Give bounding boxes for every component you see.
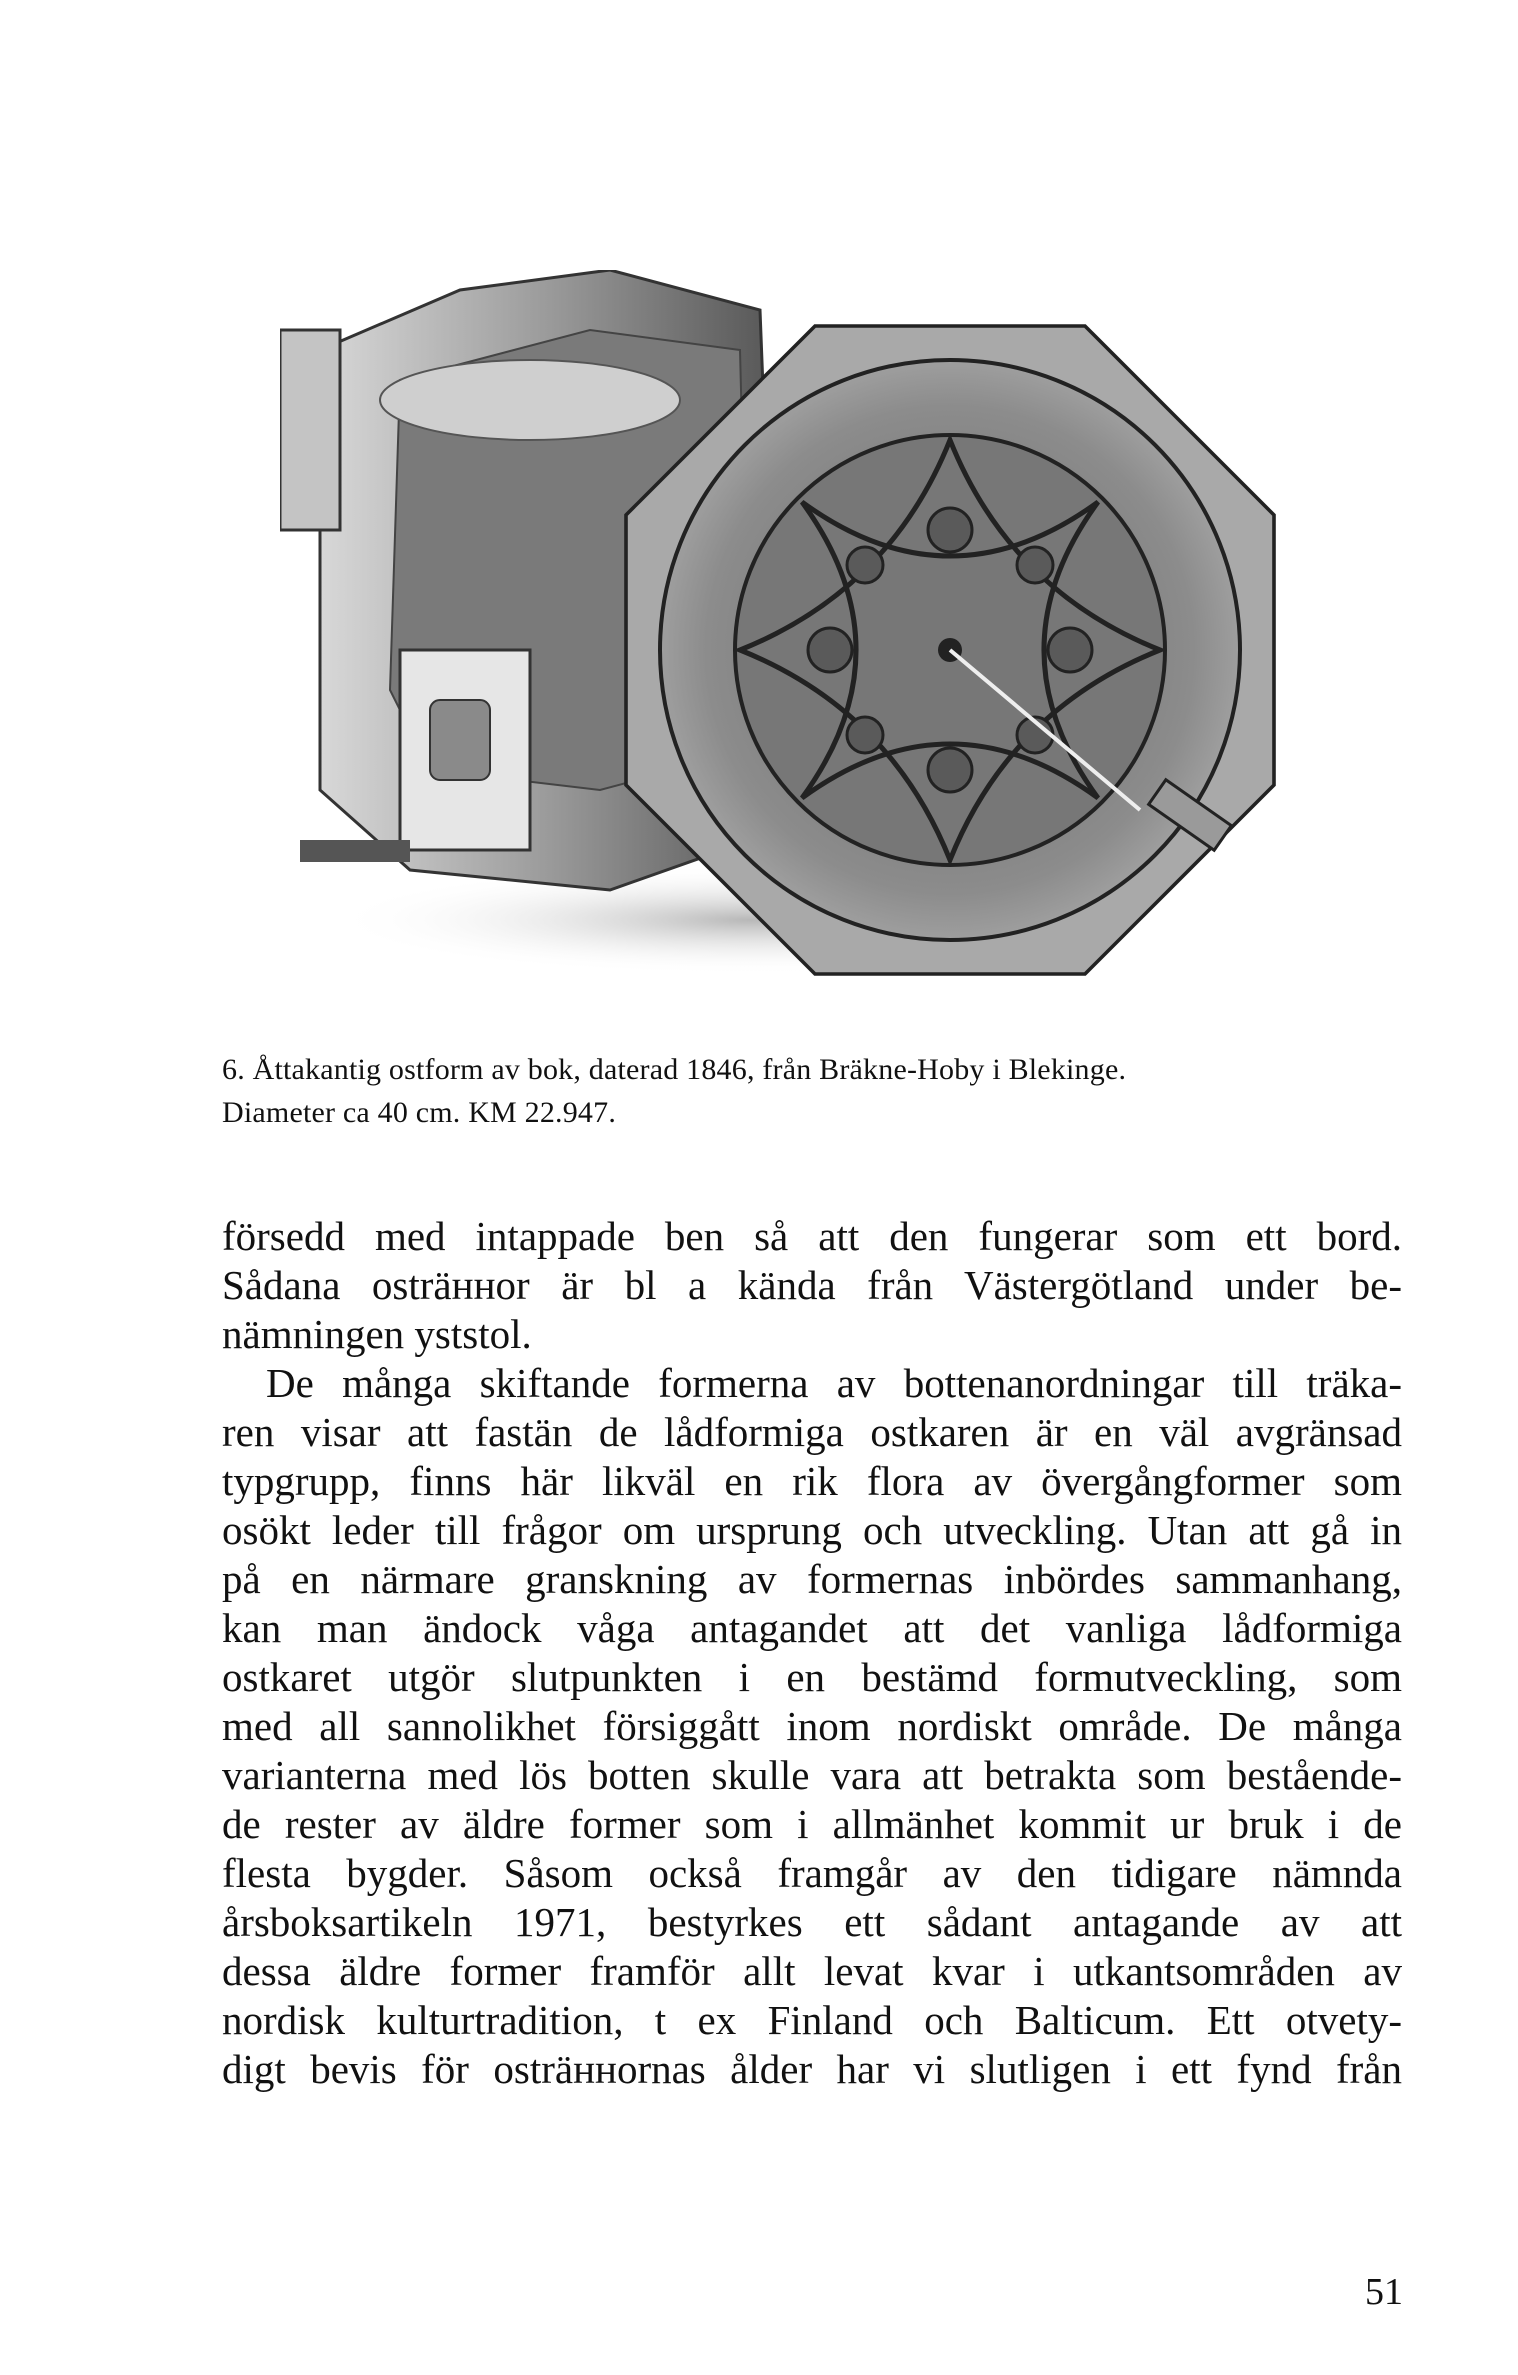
text-line: ostkaret utgör slutpunkten i en bestämd formutveckling, som (222, 1654, 1402, 1700)
text-line: osökt leder till frågor om ursprung och utveckling. Utan att gå in (222, 1507, 1402, 1553)
caption-line: 6. Åttakantig ostform av bok, daterad 1846, från Bräkne-Hoby i Blekinge. (222, 1053, 1127, 1086)
text-line: på en närmare granskning av formernas inbördes sammanhang, (222, 1556, 1402, 1602)
body-text (222, 1212, 1402, 2094)
text-line: de rester av äldre former som i allmänhet kommit ur bruk i de (222, 1801, 1402, 1847)
text-line: dessa äldre former framför allt levat kvar i utkantsområden av (222, 1948, 1402, 1994)
text-line: nämningen yststol. (222, 1311, 532, 1357)
text-line: med all sannolikhet försiggått inom nordiskt område. De många (222, 1703, 1402, 1749)
text-line: typgrupp, finns här likväl en rik flora av övergångformer som (222, 1458, 1402, 1504)
page-number: 51 (1365, 2271, 1403, 2313)
text-line: varianterna med lös botten skulle vara att betrakta som bestående- (222, 1752, 1402, 1798)
figure-photo (280, 270, 1320, 990)
figure-caption (222, 1048, 1402, 1134)
caption-line: Diameter ca 40 cm. KM 22.947. (222, 1096, 617, 1129)
text-line: kan man ändock våga antagandet att det vanliga lådformiga (222, 1605, 1402, 1651)
text-line: Sådana osträннor är bl a kända från Västergötland under be- (222, 1262, 1402, 1308)
text-line: digt bevis för osträннornas ålder har vi slutligen i ett fynd från (222, 2046, 1402, 2092)
text-line: försedd med intappade ben så att den fungerar som ett bord. (222, 1213, 1402, 1259)
octagonal-cheese-mould-icon (280, 270, 1320, 990)
text-line: flesta bygder. Såsom också framgår av den tidigare nämnda (222, 1850, 1402, 1896)
text-line: De många skiftande formerna av bottenanordningar till träka- (266, 1360, 1402, 1406)
text-line: årsboksartikeln 1971, bestyrkes ett sådant antagande av att (222, 1899, 1402, 1945)
text-line: ren visar att fastän de lådformiga ostkaren är en väl avgränsad (222, 1409, 1402, 1455)
text-line: nordisk kulturtradition, t ex Finland och Balticum. Ett otvety- (222, 1997, 1402, 2043)
